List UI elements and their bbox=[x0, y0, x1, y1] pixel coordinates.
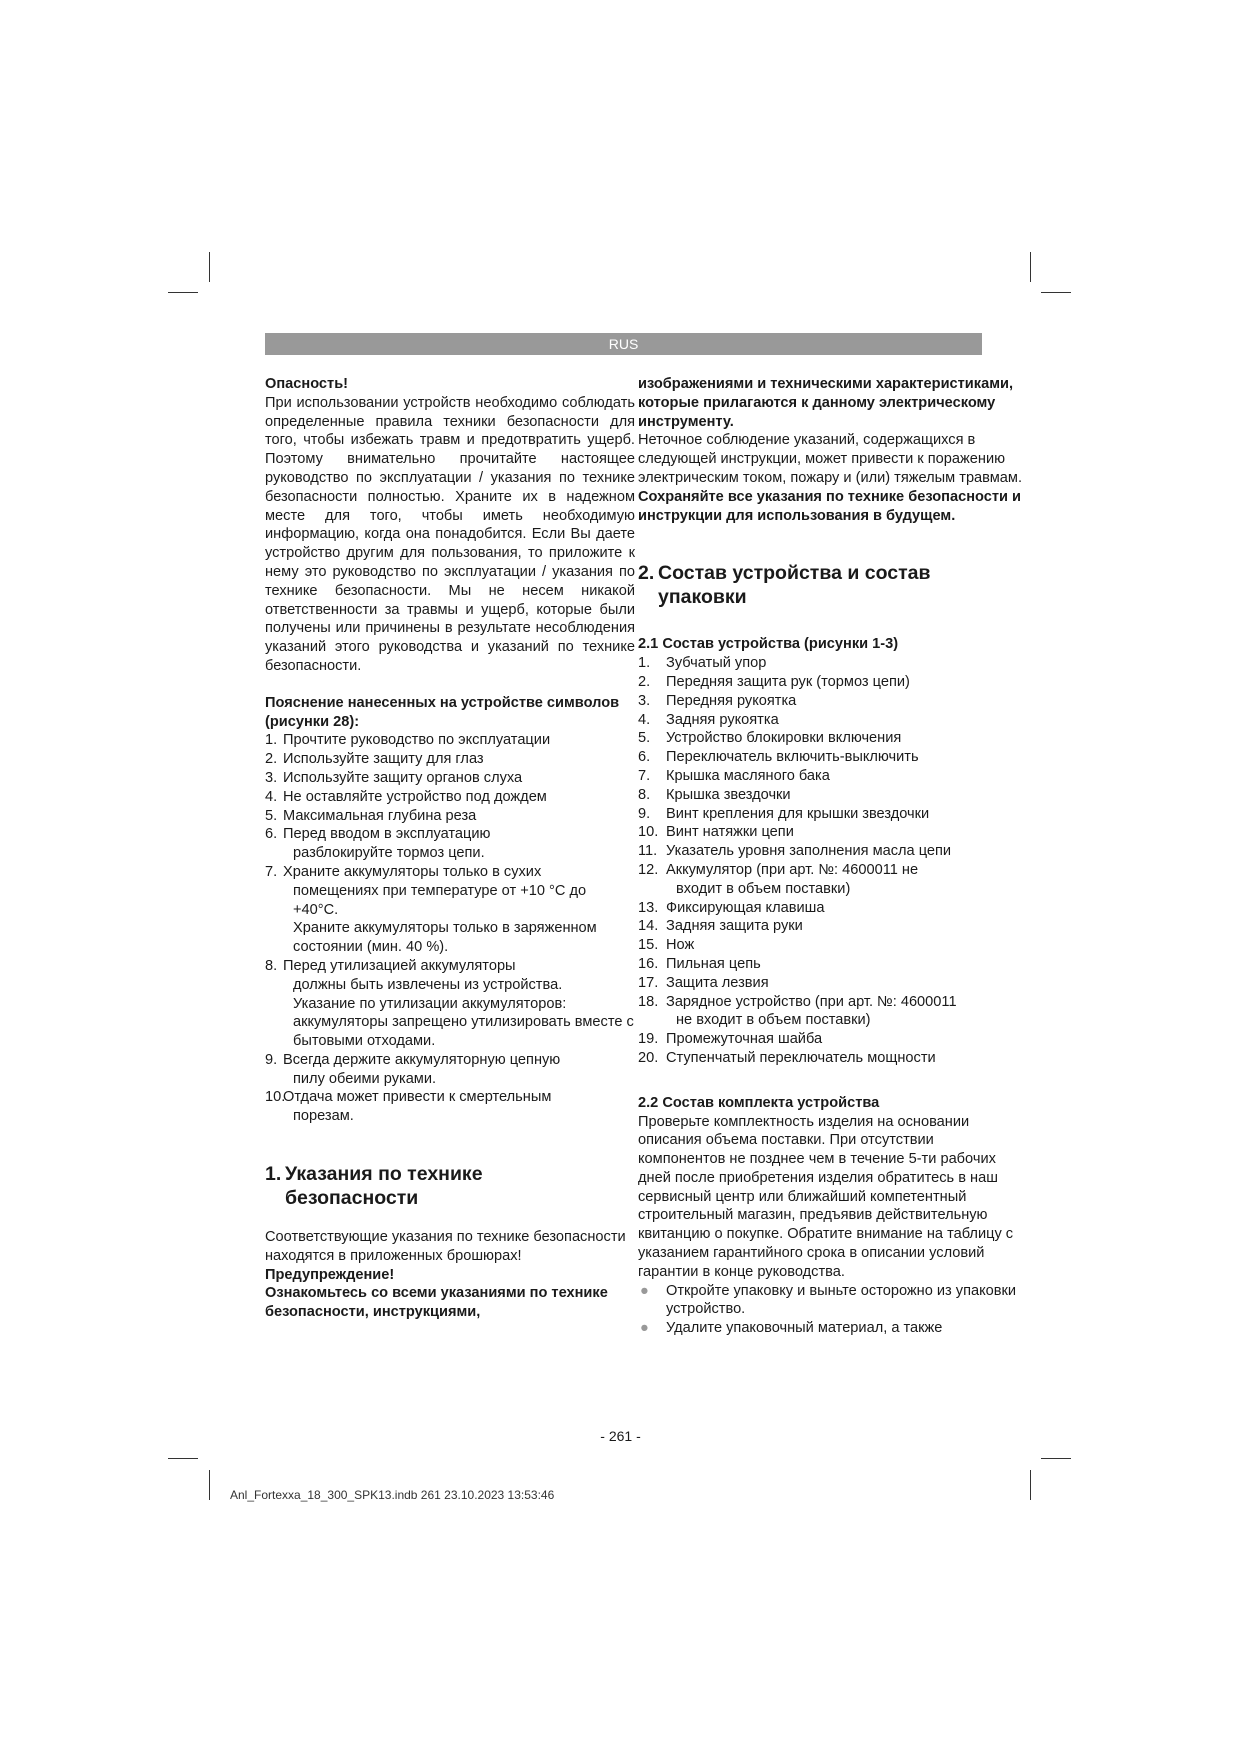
crop-mark bbox=[1041, 292, 1071, 293]
bullet-text: Откройте упаковку и выньте осторожно из упаковки устройство. bbox=[666, 1282, 1017, 1318]
list-item-number: 14. bbox=[638, 918, 659, 935]
list-item-number: 1. bbox=[265, 732, 278, 749]
list-item-number: 19. bbox=[638, 1031, 659, 1048]
list-item bbox=[265, 731, 635, 750]
subsection-2-2-title: 2.2 Состав комплекта устройства bbox=[638, 1094, 880, 1111]
keep-instructions: Сохраняйте все указания по технике безопасности и инструкции для использования в будущем. bbox=[638, 488, 1022, 524]
list-item-text: Крышка масляного бака bbox=[666, 767, 830, 784]
crop-mark bbox=[168, 292, 198, 293]
list-item bbox=[638, 1049, 1023, 1068]
list-item-text-continued: разблокируйте тормоз цепи. bbox=[293, 845, 485, 862]
list-item-number: 4. bbox=[638, 711, 651, 728]
list-item bbox=[638, 936, 1023, 955]
list-item-number: 18. bbox=[638, 993, 659, 1010]
list-item bbox=[265, 788, 635, 807]
list-item bbox=[638, 805, 1023, 824]
page-number: - 261 - bbox=[600, 1428, 641, 1444]
parts-list bbox=[638, 654, 1023, 1068]
list-item bbox=[265, 1051, 635, 1089]
list-item-text: Используйте защиту органов слуха bbox=[283, 769, 523, 786]
list-item bbox=[265, 957, 635, 1051]
list-item-text-continued: пилу обеими руками. bbox=[293, 1070, 437, 1087]
list-item bbox=[638, 748, 1023, 767]
list-item bbox=[638, 654, 1023, 673]
list-item bbox=[638, 786, 1023, 805]
danger-title: Опасность! bbox=[265, 376, 349, 392]
list-item-number: 6. bbox=[638, 749, 651, 766]
list-item bbox=[265, 1088, 635, 1126]
symbols-list bbox=[265, 731, 635, 1126]
list-item-text: Прочтите руководство по эксплуатации bbox=[283, 732, 551, 749]
bullet-item bbox=[638, 1319, 1023, 1338]
left-column bbox=[265, 375, 635, 1322]
list-item bbox=[638, 861, 1023, 899]
list-item-text: Защита лезвия bbox=[666, 974, 769, 991]
list-item-text-continued: порезам. bbox=[293, 1108, 354, 1125]
section-2-heading: 2. Состав устройства и состав упаковки bbox=[638, 562, 931, 609]
list-item-number: 12. bbox=[638, 861, 659, 878]
symbols-title: Пояснение нанесенных на устройстве символов (рисунки 28): bbox=[265, 694, 620, 730]
warning-text: Неточное соблюдение указаний, содержащихся в следующей инструкции, может привести к поражению электрическим током, пожару и (или) тяжелым травмам. bbox=[638, 432, 1022, 486]
danger-text: При использовании устройств необходимо соблюдать определенные правила техники безопасности для того, чтобы избежать травм и предотвратить ущерб. Поэтому внимательно прочитайте настоящее руководство по эксплуатации / указания по технике безопасности полностью. Храните их в надежном месте для того, чтобы иметь необходимую информацию, когда она понадобится. Если Вы даете устройство другим для пользования, то приложите к нему это руководство по эксплуатации / указания по технике безопасности. Мы не несем никакой ответственности за травмы и ущерб, которые были получены или причинены в результате несоблюдения указаний этого руководства и указаний по технике безопасности. bbox=[265, 394, 635, 674]
list-item-number: 3. bbox=[265, 769, 278, 786]
list-item bbox=[638, 1030, 1023, 1049]
list-item-text: Фиксирующая клавиша bbox=[666, 899, 825, 916]
list-item-text: Отдача может привести к смертельным bbox=[283, 1089, 552, 1106]
right-column bbox=[638, 375, 1023, 1338]
list-item-number: 7. bbox=[265, 863, 278, 880]
list-item-text-continued: Храните аккумуляторы только в заряженном состоянии (мин. 40 %). bbox=[293, 920, 597, 956]
list-item bbox=[638, 993, 1023, 1031]
list-item-number: 9. bbox=[265, 1051, 278, 1068]
list-item-number: 10. bbox=[265, 1089, 286, 1106]
list-item-text: Всегда держите аккумуляторную цепную bbox=[283, 1051, 561, 1068]
list-item-number: 8. bbox=[265, 957, 278, 974]
list-item bbox=[638, 692, 1023, 711]
list-item-text-continued: помещениях при температуре от +10 °C до +40°C. bbox=[293, 882, 587, 918]
list-item-text-continued: не входит в объем поставки) bbox=[676, 1012, 871, 1029]
list-item-text: Храните аккумуляторы только в сухих bbox=[283, 863, 542, 880]
list-item bbox=[638, 955, 1023, 974]
list-item bbox=[265, 825, 635, 863]
list-item bbox=[638, 899, 1023, 918]
list-item-text: Устройство блокировки включения bbox=[666, 730, 902, 747]
list-item-text: Переключатель включить-выключить bbox=[666, 749, 919, 766]
unpack-bullets bbox=[638, 1282, 1023, 1338]
list-item-text: Винт крепления для крышки звездочки bbox=[666, 805, 930, 822]
list-item bbox=[638, 711, 1023, 730]
list-item-text: Аккумулятор (при арт. №: 4600011 не bbox=[666, 861, 919, 878]
list-item-number: 8. bbox=[638, 786, 651, 803]
list-item-text: Указатель уровня заполнения масла цепи bbox=[666, 843, 952, 860]
list-item bbox=[265, 750, 635, 769]
list-item-number: 15. bbox=[638, 937, 659, 954]
list-item-text: Крышка звездочки bbox=[666, 786, 791, 803]
list-item bbox=[638, 974, 1023, 993]
file-info: Anl_Fortexxa_18_300_SPK13.indb 261 23.10.2023 13:53:46 bbox=[230, 1488, 555, 1502]
warning-bold: Ознакомьтесь со всеми указаниями по технике безопасности, инструкциями, bbox=[265, 1285, 608, 1321]
list-item-text: Зубчатый упор bbox=[666, 655, 767, 672]
list-item-number: 6. bbox=[265, 826, 278, 843]
list-item-number: 2. bbox=[638, 673, 651, 690]
bullet-dot-icon: ● bbox=[640, 1282, 649, 1299]
list-item-text: Винт натяжки цепи bbox=[666, 824, 794, 841]
bullet-dot-icon: ● bbox=[640, 1320, 649, 1337]
list-item-number: 11. bbox=[638, 843, 658, 860]
list-item bbox=[638, 842, 1023, 861]
subsection-2-1-title: 2.1 Состав устройства (рисунки 1-3) bbox=[638, 636, 899, 653]
list-item-text-continued: входит в объем поставки) bbox=[676, 880, 851, 897]
list-item bbox=[265, 769, 635, 788]
list-item-text: Нож bbox=[666, 937, 695, 954]
crop-mark bbox=[168, 1458, 198, 1459]
list-item-number: 16. bbox=[638, 955, 659, 972]
list-item-number: 2. bbox=[265, 751, 278, 768]
list-item-number: 20. bbox=[638, 1049, 659, 1066]
crop-mark bbox=[1030, 252, 1031, 282]
bullet-item bbox=[638, 1282, 1023, 1320]
list-item-text: Зарядное устройство (при арт. №: 4600011 bbox=[666, 993, 957, 1010]
list-item-text: Перед вводом в эксплуатацию bbox=[283, 826, 491, 843]
list-item-text: Используйте защиту для глаз bbox=[283, 751, 484, 768]
list-item-text: Промежуточная шайба bbox=[666, 1031, 823, 1048]
list-item-number: 1. bbox=[638, 655, 651, 672]
list-item-number: 13. bbox=[638, 899, 659, 916]
section-1-heading: 1. Указания по технике безопасности bbox=[265, 1163, 483, 1210]
list-item-number: 17. bbox=[638, 974, 659, 991]
list-item bbox=[638, 823, 1023, 842]
crop-mark bbox=[209, 1470, 210, 1500]
warning-title: Предупреждение! bbox=[265, 1266, 395, 1283]
list-item bbox=[638, 673, 1023, 692]
list-item-text: Передняя защита рук (тормоз цепи) bbox=[666, 673, 910, 690]
section-1-text: Соответствующие указания по технике безопасности находятся в приложенных брошюрах! bbox=[265, 1229, 626, 1264]
list-item-number: 9. bbox=[638, 805, 651, 822]
crop-mark bbox=[1041, 1458, 1071, 1459]
bullet-text: Удалите упаковочный материал, а также bbox=[666, 1320, 943, 1337]
list-item-text-continued: Указание по утилизации аккумуляторов: аккумуляторы запрещено утилизировать вместе с бытовыми отходами. bbox=[293, 995, 634, 1050]
list-item-text: Задняя рукоятка bbox=[666, 711, 779, 728]
crop-mark bbox=[209, 252, 210, 282]
list-item-text: Не оставляйте устройство под дождем bbox=[283, 788, 547, 805]
language-header: RUS bbox=[265, 333, 982, 355]
list-item bbox=[638, 917, 1023, 936]
list-item-text: Пильная цепь bbox=[666, 955, 761, 972]
list-item bbox=[638, 729, 1023, 748]
list-item-text: Передняя рукоятка bbox=[666, 692, 797, 709]
list-item-number: 5. bbox=[638, 730, 651, 747]
list-item-text: Максимальная глубина реза bbox=[283, 807, 477, 824]
list-item-text-continued: должны быть извлечены из устройства. bbox=[293, 976, 563, 993]
list-item-number: 10. bbox=[638, 824, 659, 841]
list-item-text: Задняя защита руки bbox=[666, 918, 803, 935]
list-item-number: 4. bbox=[265, 788, 278, 805]
list-item-text: Ступенчатый переключатель мощности bbox=[666, 1049, 936, 1066]
crop-mark bbox=[1030, 1470, 1031, 1500]
list-item-text: Перед утилизацией аккумуляторы bbox=[283, 957, 516, 974]
list-item bbox=[638, 767, 1023, 786]
subsection-2-2-text: Проверьте комплектность изделия на основании описания объема поставки. При отсутствии компонентов не позднее чем в течение 5-ти рабочих дней после приобретения изделия обратитесь в наш сервисный центр или ближайший компетентный строительный магазин, предъявив действительную квитанцию о покупке. Обратите внимание на таблицу с указанием гарантийного срока в описании условий гарантии в конце руководства. bbox=[638, 1113, 1014, 1280]
list-item-number: 7. bbox=[638, 767, 651, 784]
list-item bbox=[265, 807, 635, 826]
list-item-number: 3. bbox=[638, 692, 651, 709]
list-item-number: 5. bbox=[265, 807, 278, 824]
list-item bbox=[265, 863, 635, 957]
warning-bold-continued: изображениями и техническими характеристиками, которые прилагаются к данному электрическому инструменту. bbox=[638, 376, 1014, 430]
